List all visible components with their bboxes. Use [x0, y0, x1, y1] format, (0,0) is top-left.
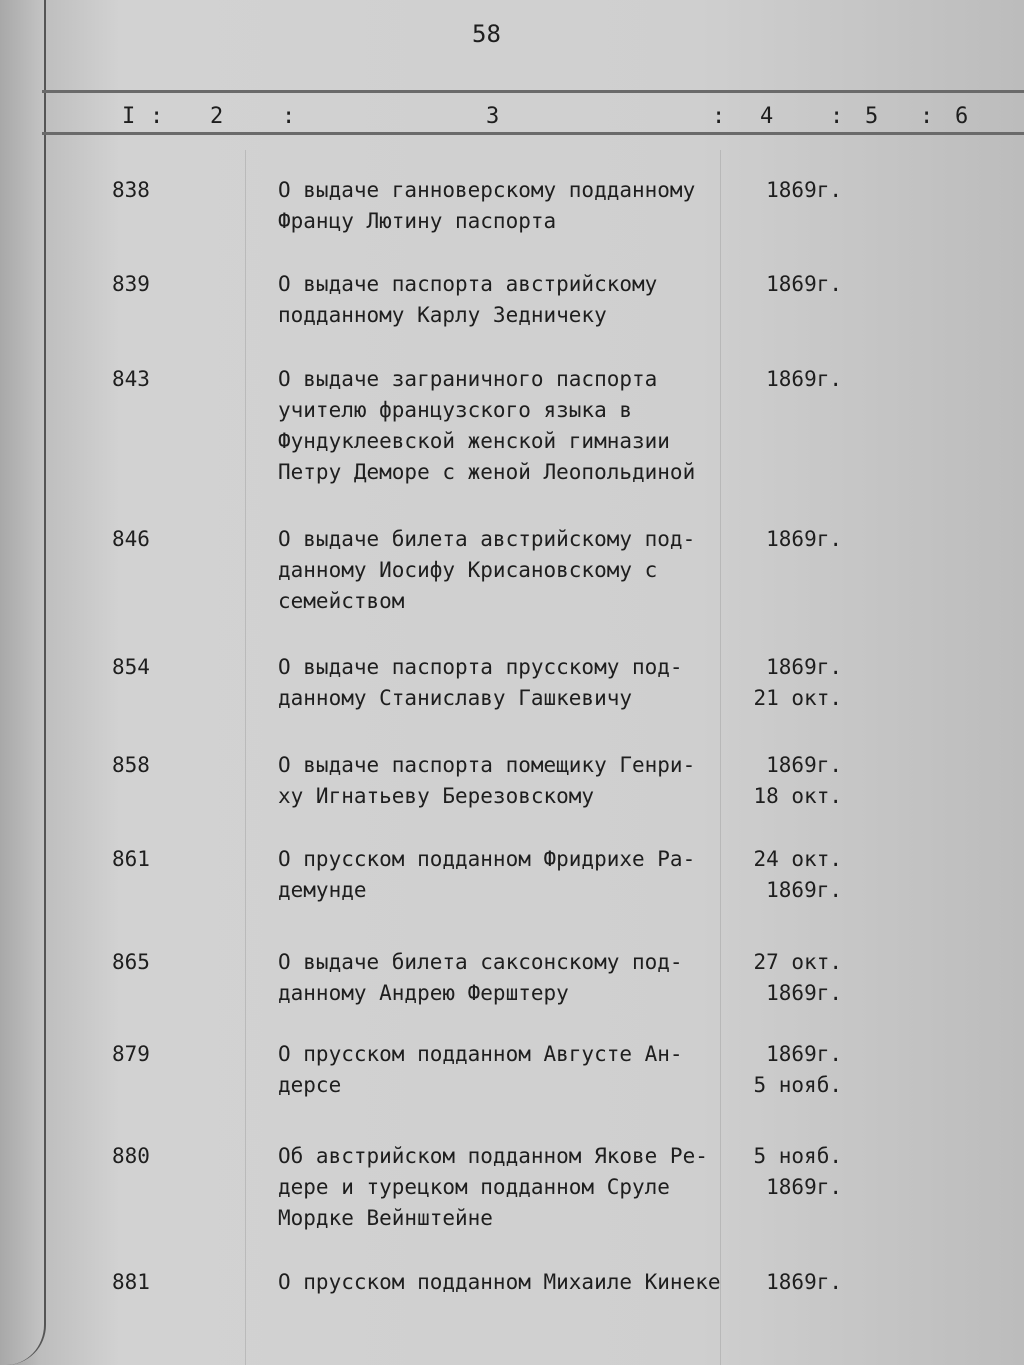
entry-number: 858 [112, 753, 150, 777]
entry-date: 1869г. [766, 367, 842, 391]
column-header-2: 2 [210, 104, 224, 129]
entry-number: 846 [112, 527, 150, 551]
entry-date: 5 нояб. 1869г. [753, 1144, 842, 1199]
column-separator: : [830, 104, 844, 129]
entry-date: 1869г. 21 окт. [753, 655, 842, 710]
page-number: 58 [472, 20, 501, 48]
column-header-3: 3 [486, 104, 500, 129]
column-separator: : [150, 104, 164, 129]
column-header-1: I [122, 104, 136, 129]
entry-description: О выдаче заграничного паспорта учителю французского языка в Фундуклеевской женской гимназии Петру Деморе с женой Леопольдиной [278, 367, 696, 484]
column-divider [720, 150, 721, 1365]
entry-description: О прусском подданном Фридрихе Ра- демунде [278, 847, 696, 902]
entry-description: Об австрийском подданном Якове Ре- дере и турецком подданном Сруле Мордке Вейнштейне [278, 1144, 708, 1230]
entry-description: О выдаче билета саксонскому под- данному Андрею Ферштеру [278, 950, 683, 1005]
entry-number: 865 [112, 950, 150, 974]
entry-number: 881 [112, 1270, 150, 1294]
column-divider [245, 150, 246, 1365]
entry-description: О выдаче билета австрийскому под- данному Иосифу Крисановскому с семейством [278, 527, 696, 613]
entry-date: 1869г. [766, 272, 842, 296]
entry-number: 843 [112, 367, 150, 391]
entry-date: 1869г. [766, 527, 842, 551]
entry-number: 854 [112, 655, 150, 679]
entry-date: 1869г. 5 нояб. [753, 1042, 842, 1097]
entry-date: 24 окт. 1869г. [753, 847, 842, 902]
binding-spine [0, 0, 46, 1365]
column-separator: : [920, 104, 934, 129]
column-header-6: 6 [955, 104, 969, 129]
column-header-4: 4 [760, 104, 774, 129]
header-rule-top [42, 90, 1024, 93]
entry-description: О прусском подданном Михаиле Кинеке [278, 1270, 721, 1294]
entry-number: 838 [112, 178, 150, 202]
entry-number: 861 [112, 847, 150, 871]
entry-date: 1869г. [766, 178, 842, 202]
header-rule-bottom [42, 132, 1024, 135]
entry-description: О выдаче паспорта прусскому под- данному Станиславу Гашкевичу [278, 655, 683, 710]
column-separator: : [282, 104, 296, 129]
entry-date: 1869г. 18 окт. [753, 753, 842, 808]
entry-number: 839 [112, 272, 150, 296]
column-separator: : [712, 104, 726, 129]
column-header-5: 5 [865, 104, 879, 129]
entry-date: 27 окт. 1869г. [753, 950, 842, 1005]
entry-number: 880 [112, 1144, 150, 1168]
entry-description: О выдаче паспорта помещику Генри- ху Игнатьеву Березовскому [278, 753, 696, 808]
entry-date: 1869г. [766, 1270, 842, 1294]
entry-description: О выдаче ганноверскому подданному Францу Лютину паспорта [278, 178, 696, 233]
entry-description: О прусском подданном Августе Ан- дерсе [278, 1042, 683, 1097]
entry-description: О выдаче паспорта австрийскому подданному Карлу Зедничеку [278, 272, 658, 327]
entry-number: 879 [112, 1042, 150, 1066]
